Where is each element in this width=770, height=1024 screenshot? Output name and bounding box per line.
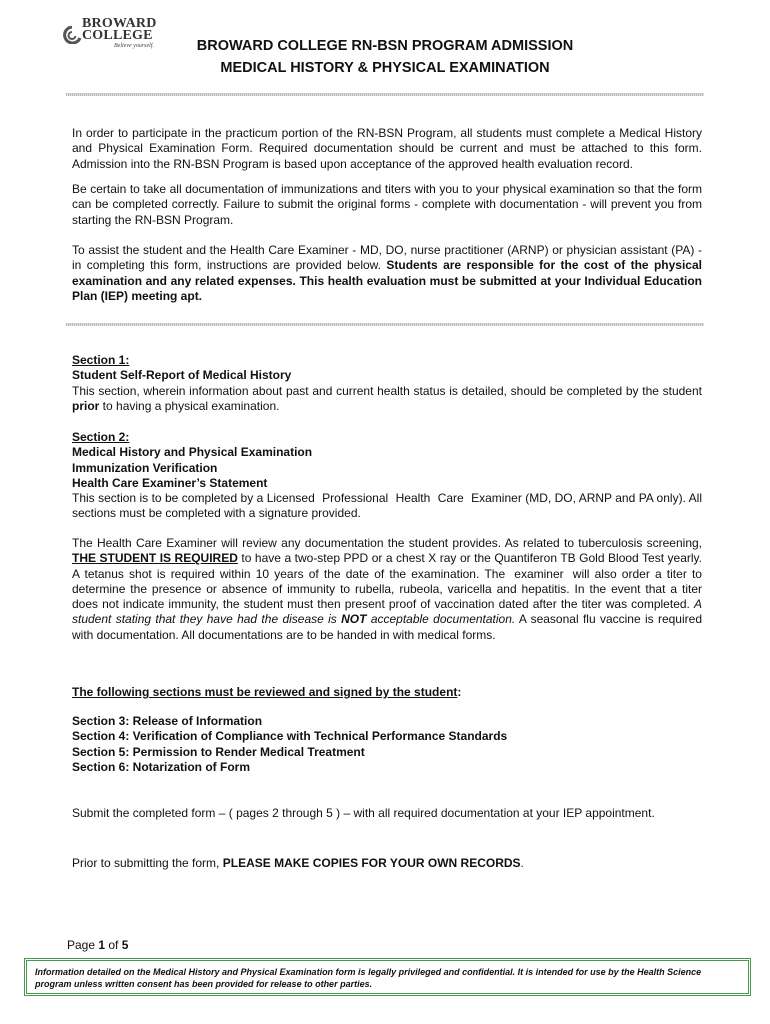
logo-word-broward: BROWARD — [82, 16, 157, 31]
section-2-text — [72, 491, 702, 522]
header-divider — [66, 93, 704, 96]
list-item: Section 6: Notarization of Form — [72, 759, 251, 774]
sections-list — [72, 714, 702, 775]
examiner-not-emphasis: NOT — [341, 612, 367, 627]
review-heading-text: The following sections must be reviewed and signed by the student — [72, 685, 458, 699]
section-1-subtitle: Student Self-Report of Medical History — [72, 368, 292, 383]
intro-paragraph-1: In order to participate in the practicum portion of the RN-BSN Program, all students must complete a Medical History and Physical Examination Form. Required documentation should be current and must be attached to this form. Admission into the RN-BSN Program is based upon acceptance of the approved health evaluation record. — [72, 126, 702, 171]
examiner-text-c: to have a two-step PPD or a chest X ray or the Quantiferon TB Gold Blood Test yearly. A tetanus shot is required within 10 years of the date of the examination. — [72, 551, 702, 581]
logo-tagline: Believe yourself. — [114, 43, 154, 49]
page-label: Page — [67, 938, 99, 952]
page-current: 1 — [98, 938, 106, 952]
section-2 — [72, 430, 702, 522]
copies-text-bold: PLEASE MAKE COPIES FOR YOUR OWN RECORDS — [222, 856, 521, 870]
intro-paragraph-2: Be certain to take all documentation of immunizations and titers with you to your physical examination so that the form can be completed correctly. Failure to submit the original forms - complete with documentation - will prevent you from starting the RN-BSN Program. — [72, 182, 702, 227]
section-divider — [66, 323, 704, 326]
intro-p3-bold: Students are responsible for the cost of the physical examination and any related expenses. This health evaluation must be submitted at your Individual Education Plan (IEP) meeting apt. — [72, 258, 702, 303]
examiner-text-i: A seasonal flu vaccine is required with documentation. All documentations are to be handed in with medical forms. — [72, 612, 702, 642]
section-2-sub-2: Immunization Verification — [72, 460, 218, 475]
section-2-heading: Section 2: — [72, 430, 130, 444]
section-1-heading: Section 1: — [72, 353, 130, 367]
examiner-required-emphasis: THE STUDENT IS REQUIRED — [72, 551, 238, 566]
document-title-line1: BROWARD COLLEGE RN-BSN PROGRAM ADMISSION — [196, 38, 574, 54]
copies-text-a: Prior to submitting the form, — [72, 856, 223, 870]
examiner-text-d: The examiner will — [484, 566, 590, 581]
examiner-text-f: A student stating that they have had the disease is — [72, 597, 702, 627]
page-number — [67, 938, 128, 952]
list-item: Section 3: Release of Information — [72, 714, 263, 728]
copies-reminder — [72, 856, 702, 871]
examiner-paragraph — [72, 536, 702, 643]
review-heading — [72, 685, 702, 700]
intro-paragraph-3 — [72, 243, 702, 304]
section-1-text-a: This section, wherein information about past and current health status is detailed, should be completed by the student — [72, 383, 702, 398]
section-2-sub-3: Health Care Examiner’s Statement — [72, 475, 268, 490]
document-title-line2: MEDICAL HISTORY & PHYSICAL EXAMINATION — [220, 60, 550, 76]
section-2-text-b: Licensed Professional Health Care Examiner — [266, 491, 522, 506]
section-2-text-c: (MD, DO, ARNP and PA only). All sections must be completed with a signature provided. — [72, 491, 702, 521]
examiner-text-h: acceptable documentation. — [366, 612, 516, 627]
section-2-sub-1: Medical History and Physical Examination — [72, 445, 313, 460]
submit-instructions: Submit the completed form – ( pages 2 through 5 ) – with all required documentation at your IEP appointment. — [72, 806, 655, 820]
intro-p3-text: To assist the student and the Health Care Examiner - MD, DO, nurse practitioner (ARNP) or physician assistant (PA) - in completing this form, instructions are provided below. — [72, 243, 702, 273]
list-item: Section 5: Permission to Render Medical Treatment — [72, 744, 365, 759]
review-heading-colon: : — [457, 685, 462, 699]
list-item: Section 4: Verification of Compliance with Technical Performance Standards — [72, 729, 508, 744]
section-2-text-a: This section is to be completed by a — [72, 491, 267, 506]
page-total: 5 — [121, 938, 129, 952]
copies-text-c: . — [520, 856, 524, 870]
section-1 — [72, 353, 702, 414]
logo-word-college: COLLEGE — [82, 28, 153, 43]
examiner-text-e: also order a titer to determine the presence or absence of immunity to rubella, rubeola, varicella and hepatitis. In the event that a titer does not indicate immunity, the student must then present proof of vaccination dated after the titer was completed. — [72, 566, 702, 612]
page-of: of — [105, 938, 122, 952]
section-1-text-b: to having a physical examination. — [99, 398, 280, 413]
section-1-text-bold: prior — [72, 398, 100, 413]
examiner-text-a: The Health Care Examiner will review any documentation the student provides. As related to tuberculosis screening, — [72, 536, 702, 550]
section-1-text — [72, 384, 702, 415]
confidentiality-footer: Information detailed on the Medical History and Physical Examination form is legally privileged and confidential. It is intended for use by the Health Science program unless written consent has been provided for release to other parties. — [24, 958, 751, 996]
